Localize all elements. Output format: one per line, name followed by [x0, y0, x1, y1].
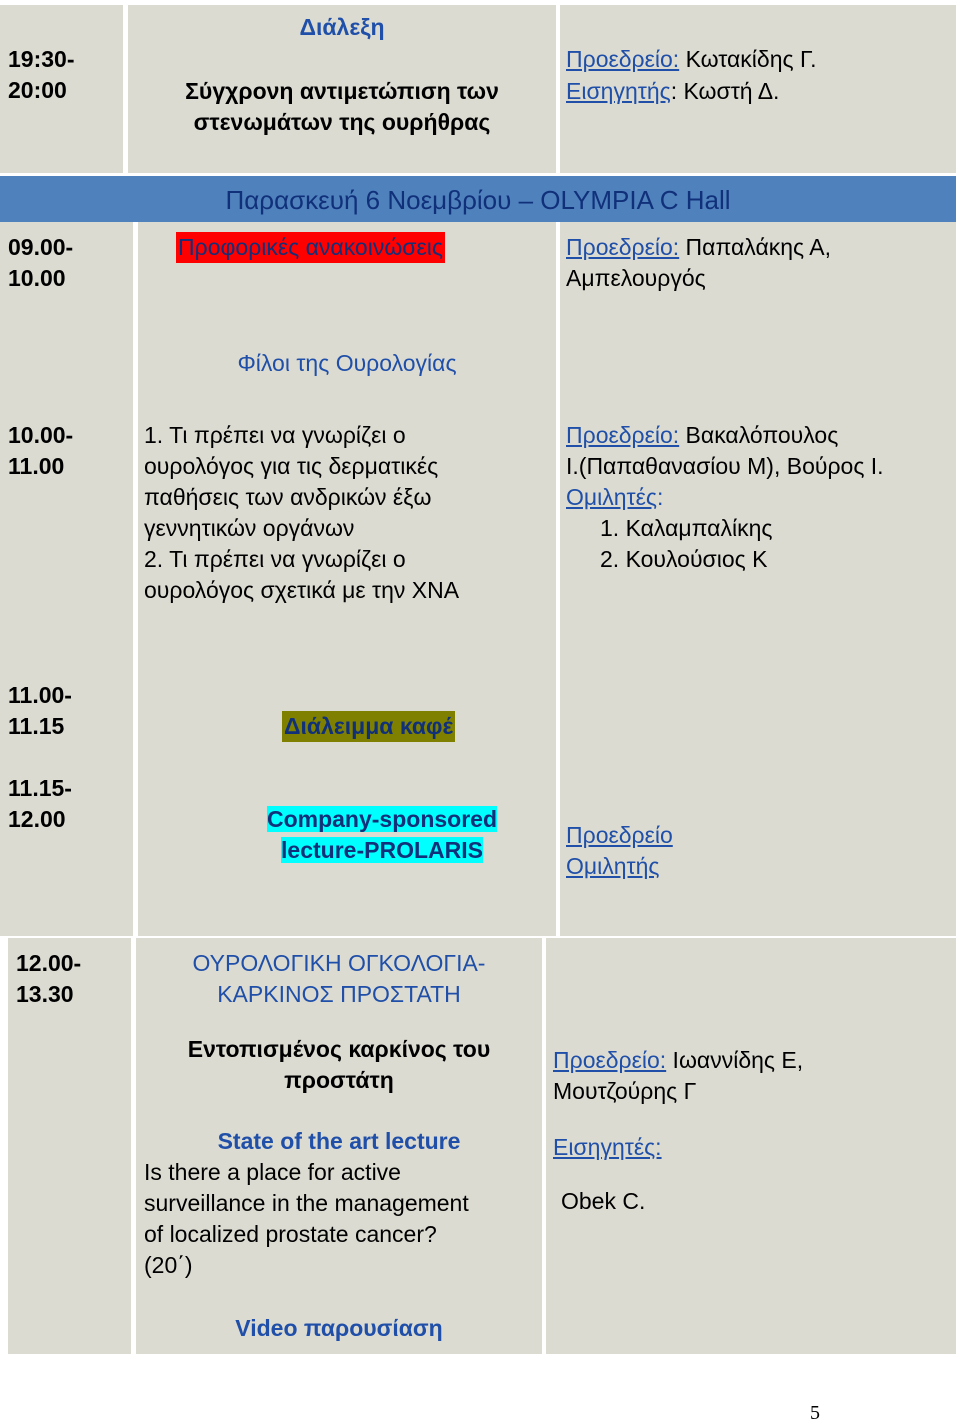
speakers-label-6: Εισηγητές:: [553, 1134, 662, 1160]
time-4: 11.00- 11.15: [8, 682, 72, 739]
state-of-art-label: State of the art lecture: [217, 1128, 461, 1154]
lecture-type: Διάλεξη: [299, 14, 385, 40]
speaker-label-5: Ομιλητής: [566, 853, 660, 879]
company-lecture: Company-sponsored lecture-PROLARIS: [266, 806, 498, 863]
coffee-break: Διάλειμμα καφέ: [282, 711, 455, 742]
time-1: 19:30- 20:00: [8, 46, 75, 103]
chair-2: Προεδρείο: Παπαλάκης Α,: [566, 234, 831, 260]
lecture-title: Σύγχρονη αντιμετώπιση των στενωμάτων της ουρήθρας: [185, 78, 499, 135]
time-3: 10.00- 11.00: [8, 422, 74, 479]
chair-6: Προεδρείο: Ιωαννίδης Ε, Μουτζούρης Γ: [553, 1047, 804, 1104]
speaker-6: Obek C.: [561, 1188, 646, 1214]
chair-3: Προεδρείο: Βακαλόπουλος Ι.(Παπαθανασίου Μ), Βούρος Ι.: [566, 422, 884, 479]
topics-list: 1. Τι πρέπει να γνωρίζει ο ουρολόγος για τις δερματικές παθήσεις των ανδρικών έξω γεννητικών οργάνων 2. Τι πρέπει να γνωρίζει ο ουρολόγος σχετικά με την ΧΝΑ: [144, 422, 460, 603]
speakers-label-3: Ομιλητές:: [566, 484, 664, 510]
day-header: Παρασκευή 6 Νοεμβρίου – OLYMPIA C Hall: [225, 185, 731, 215]
time-5: 11.15- 12.00: [8, 775, 72, 832]
speaker-3-2: 2. Κουλούσιος Κ: [600, 546, 768, 572]
speaker-label: Εισηγητής: [566, 78, 671, 104]
localized-cancer-subtitle: Εντοπισμένος καρκίνος του προστάτη: [187, 1036, 491, 1093]
chair-label: Προεδρείο:: [566, 46, 680, 72]
chair-1: Προεδρείο: Κωτακίδης Γ.: [566, 46, 817, 72]
time-2: 09.00- 10.00: [8, 234, 74, 291]
speaker-1: Εισηγητής: Κωστή Δ.: [566, 78, 780, 104]
chair-label-5: Προεδρείο: [566, 822, 673, 848]
chair-2-line2: Αμπελουργός: [566, 265, 706, 291]
friends-heading: Φίλοι της Ουρολογίας: [237, 350, 457, 376]
time-6: 12.00- 13.30: [16, 950, 82, 1007]
oral-presentations-label: Προφορικές ανακοινώσεις: [176, 232, 445, 263]
oncology-heading: ΟΥΡΟΛΟΓΙΚΗ ΟΓΚΟΛΟΓΙΑ- ΚΑΡΚΙΝΟΣ ΠΡΟΣΤΑΤΗ: [192, 950, 486, 1007]
speaker-3-1: 1. Καλαμπαλίκης: [600, 515, 773, 541]
lecture-title-6: Is there a place for active surveillance in the management of localized prostate cancer? (20΄): [144, 1159, 469, 1278]
page-number: 5: [810, 1402, 820, 1424]
video-presentation: Video παρουσίαση: [235, 1315, 443, 1341]
